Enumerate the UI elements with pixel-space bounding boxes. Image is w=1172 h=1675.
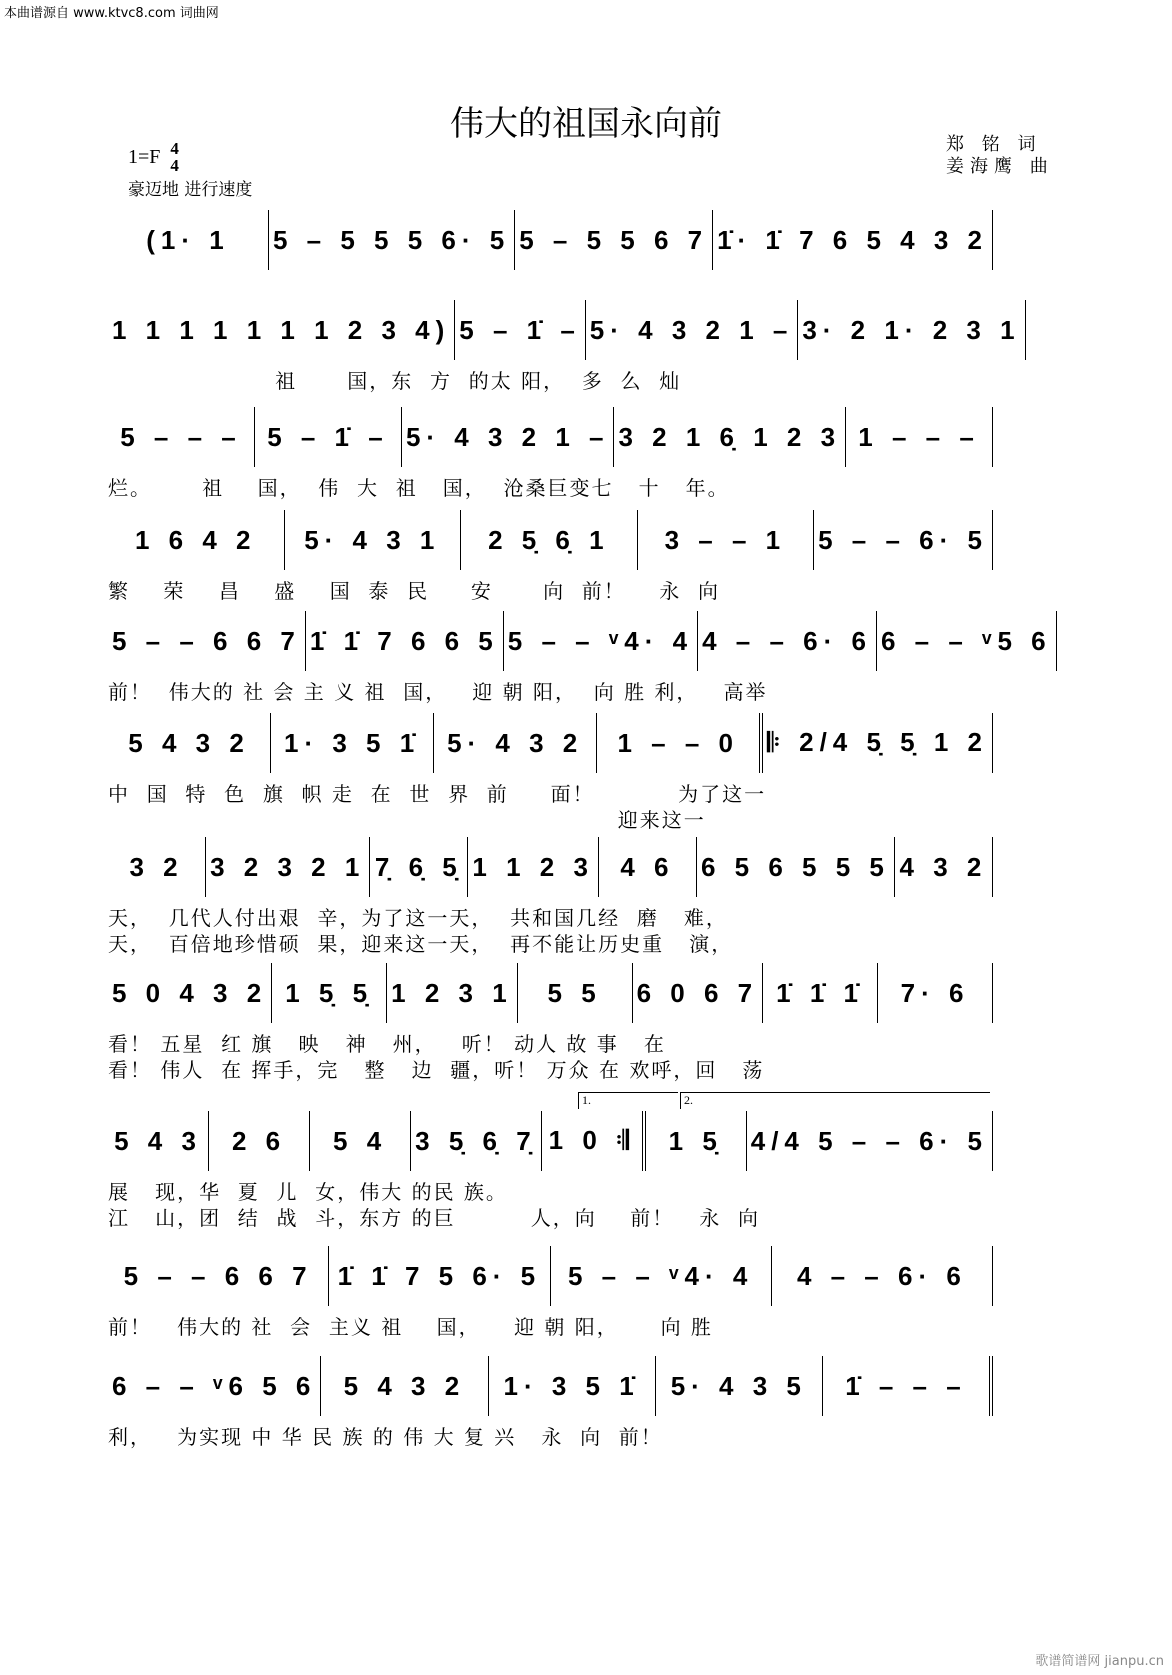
- measure: [489, 1356, 656, 1416]
- measure: [108, 713, 271, 773]
- measure: [656, 1356, 823, 1416]
- lyric-line: 天， 几代人付出艰 辛，为了这一天， 共和国几经 磨 难，: [108, 906, 728, 930]
- measure: [697, 837, 895, 897]
- system-11: [108, 1356, 993, 1450]
- measure-notes: 1̇ 1̇ 1̇: [776, 977, 864, 1008]
- measure-notes: 5 – – 6 6 7: [123, 1260, 313, 1291]
- time-sig-bottom: 4: [170, 156, 179, 175]
- lyric-line: 江 山，团 结 战 斗，东方 的巨 人，向 前！ 永 向: [108, 1206, 761, 1230]
- measure-notes: 6 0 6 7: [636, 977, 759, 1008]
- measure-notes: 4 – – 6· 6: [796, 1260, 967, 1291]
- key-signature: [128, 140, 179, 174]
- lyric-line: 前！ 伟大的 社 会 主 义 祖 国， 迎 朝 阳， 向 胜 利， 高举: [108, 680, 768, 704]
- measure: [597, 713, 763, 773]
- measure-notes: 5 – 1̇ –: [267, 421, 389, 452]
- key-label: 1=F: [128, 145, 161, 168]
- measure-notes: 2 5̣ 6̣ 1: [488, 524, 610, 555]
- staff: [108, 611, 1052, 671]
- measure-notes: 5 – – 6 6 7: [112, 625, 301, 656]
- measure: [285, 510, 462, 570]
- measure-notes: 1 0 𝄇: [548, 1125, 635, 1155]
- measure-notes: 3· 2 1· 2 3 1: [802, 314, 1021, 345]
- lyric-line: 看！ 伟人 在 挥手，完 整 边 疆，听！ 万众 在 欢呼，回 荡: [108, 1058, 765, 1082]
- measure-notes: 5· 4 3 2: [447, 727, 584, 758]
- measure: [614, 407, 846, 467]
- lyric-line: 前！ 伟大的 社 会 主义 祖 国， 迎 朝 阳， 向 胜: [108, 1315, 713, 1339]
- staff: [108, 713, 993, 773]
- measure: [272, 963, 387, 1023]
- measure: [108, 963, 272, 1023]
- measure: [321, 1356, 488, 1416]
- lyric-line: 繁 荣 昌 盛 国 泰 民 安 向 前！ 永 向: [108, 579, 720, 603]
- measure-notes: 4 6: [620, 851, 675, 882]
- measure-notes: 3 2 1 6̣ 1 2 3: [618, 421, 842, 452]
- measure-notes: 3 5̣ 6̣ 7̣: [415, 1125, 537, 1156]
- staff: [108, 210, 993, 270]
- measure: [542, 1111, 646, 1171]
- measure: [329, 1246, 550, 1306]
- measure-notes: 5 4 3 2: [128, 727, 250, 758]
- tempo-marking: 豪迈地 进行速度: [128, 180, 253, 200]
- measure: [108, 210, 269, 270]
- time-sig-top: 4: [170, 139, 179, 158]
- measure-notes: 1 – – 0: [617, 727, 739, 758]
- measure: [108, 1356, 321, 1416]
- measure-notes: 5 – 5 5 6 7: [519, 224, 709, 255]
- lyric-line: 利， 为实现 中 华 民 族 的 伟 大 复 兴 永 向 前！: [108, 1425, 663, 1449]
- measure-notes: 5 4 3 2: [343, 1370, 466, 1401]
- measure-notes: 4/4 5 – – 6· 5: [750, 1125, 988, 1156]
- measure-notes: 5 5: [547, 977, 602, 1008]
- lyric-line: 烂。 祖 国， 伟 大 祖 国， 沧桑巨变七 十 年。: [108, 476, 730, 500]
- measure: [518, 963, 633, 1023]
- measure-notes: 5 – 5 5 5 6· 5: [272, 224, 511, 255]
- measure-notes: 3 – – 1: [664, 524, 787, 555]
- measure: [515, 210, 713, 270]
- measure: [772, 1246, 993, 1306]
- measure: [108, 1111, 209, 1171]
- staff: [108, 300, 1021, 360]
- measure-notes: 1 2 3 1: [391, 977, 513, 1008]
- measure-notes: 1 1 2 3: [472, 851, 594, 882]
- measure: [814, 510, 993, 570]
- measure: [763, 963, 878, 1023]
- measure: [411, 1111, 542, 1171]
- measure: [798, 300, 1025, 360]
- measure: [269, 210, 515, 270]
- measure-notes: 1 – – –: [858, 421, 980, 452]
- source-note: 本曲谱源自 www.ktvc8.com 词曲网: [4, 6, 219, 21]
- measure-notes: 4 – – 6· 6: [702, 625, 872, 656]
- system-5: [108, 611, 1052, 705]
- measure: [387, 963, 518, 1023]
- measure: [108, 837, 206, 897]
- system-3: [108, 407, 993, 501]
- watermark: 歌谱简谱网 jianpu.cn: [1035, 1654, 1164, 1669]
- staff: [108, 510, 993, 570]
- measure: [878, 963, 993, 1023]
- lyric-line: 看！ 五星 红 旗 映 神 州， 听！ 动人 故 事 在: [108, 1032, 666, 1056]
- lyric-line: 天， 百倍地珍惜硕 果，迎来这一天， 再不能让历史重 演，: [108, 932, 734, 956]
- measure: [209, 1111, 310, 1171]
- measure-notes: 3 2: [129, 851, 184, 882]
- lyric-line: 中 国 特 色 旗 帜 走 在 世 界 前 面！ 为了这一: [108, 782, 767, 806]
- measure-notes: 6 – – ᵛ5 6: [880, 625, 1052, 656]
- volta-1: 1.: [578, 1092, 678, 1109]
- system-7: [108, 837, 993, 957]
- measure-notes: 1· 3 5 1̇: [503, 1370, 640, 1401]
- system-2: [108, 300, 1021, 394]
- measure-notes: 3 2 3 2 1: [210, 851, 366, 882]
- system-6: [108, 713, 993, 833]
- system-8: [108, 963, 993, 1083]
- lyric-line: 展 现，华 夏 儿 女，伟大 的民 族。: [108, 1180, 508, 1204]
- staff: [108, 407, 993, 467]
- measure-notes: 6 5 6 5 5 5: [701, 851, 890, 882]
- measure-notes: 1 5̣: [668, 1125, 723, 1156]
- measure-notes: 5· 4 3 1: [304, 524, 441, 555]
- measure-notes: 1̇ 1̇ 7 5 6· 5: [337, 1260, 542, 1291]
- measure-notes: 1̇ 1̇ 7 6 6 5: [309, 625, 499, 656]
- measure: [747, 1111, 993, 1171]
- measure: [370, 837, 468, 897]
- measure: [633, 963, 764, 1023]
- measure-notes: 1 6 4 2: [135, 524, 257, 555]
- time-signature: [170, 140, 179, 174]
- staff: [108, 1111, 993, 1171]
- volta-2: 2.: [680, 1092, 990, 1109]
- measure: [108, 300, 455, 360]
- measure: [698, 611, 877, 671]
- measure: [895, 837, 993, 897]
- measure-notes: 1· 3 5 1̇: [284, 727, 421, 758]
- measure: [599, 837, 697, 897]
- measure-notes: 5 – – 6· 5: [818, 524, 988, 555]
- staff: [108, 963, 993, 1023]
- system-9: [108, 1111, 993, 1231]
- measure-notes: 7̣ 6̣ 5̣: [374, 851, 463, 882]
- measure: [206, 837, 370, 897]
- measure-notes: 4 3 2: [899, 851, 988, 882]
- measure: [255, 407, 402, 467]
- song-title: 伟大的祖国永向前: [450, 104, 722, 144]
- measure: [434, 713, 597, 773]
- measure-notes: 5 0 4 3 2: [112, 977, 268, 1008]
- measure-notes: 2 6: [231, 1125, 287, 1156]
- measure-notes: 1̇· 1̇ 7 6 5 4 3 2: [717, 224, 988, 255]
- measure: [310, 1111, 411, 1171]
- measure-notes: 1̇ – – –: [845, 1370, 967, 1401]
- measure-notes: 5 4 3: [114, 1125, 202, 1156]
- measure: [646, 1111, 747, 1171]
- measure-notes: 1 1 1 1 1 1 1 2 3 4): [112, 314, 451, 345]
- measure: [461, 510, 638, 570]
- measure: [586, 300, 799, 360]
- measure-notes: 7· 6: [900, 977, 970, 1008]
- system-4: [108, 510, 993, 604]
- measure-notes: 6 – – ᵛ6 5 6: [112, 1370, 317, 1401]
- measure: [468, 837, 599, 897]
- measure: [846, 407, 993, 467]
- measure: [108, 407, 255, 467]
- measure: [108, 510, 285, 570]
- measure-notes: 5 – 1̇ –: [459, 314, 581, 345]
- measure-notes: 𝄆 2/4 5̣ 5̣ 1 2: [767, 727, 988, 757]
- measure-notes: 5 4: [333, 1125, 388, 1156]
- measure: [713, 210, 993, 270]
- composer-credit: 姜海鹰 曲: [946, 156, 1054, 177]
- measure-notes: 5· 4 3 5: [670, 1370, 807, 1401]
- measure-notes: 5 – – ᵛ4· 4: [507, 625, 694, 656]
- measure: [823, 1356, 993, 1416]
- staff: [108, 1356, 993, 1416]
- staff: [108, 837, 993, 897]
- system-1: [108, 210, 993, 270]
- lyricist-credit: 郑 铭 词: [946, 134, 1042, 155]
- measure: [306, 611, 504, 671]
- measure: [551, 1246, 772, 1306]
- staff: [108, 1246, 993, 1306]
- system-10: [108, 1246, 993, 1340]
- measure: [271, 713, 434, 773]
- measure-notes: 5 – – ᵛ4· 4: [567, 1260, 754, 1291]
- measure: [763, 713, 993, 773]
- measure: [877, 611, 1057, 671]
- measure-notes: 1 5̣ 5̣: [285, 977, 374, 1008]
- measure: [504, 611, 698, 671]
- measure: [108, 611, 306, 671]
- measure-notes: 5· 4 3 2 1 –: [589, 314, 794, 345]
- measure: [638, 510, 815, 570]
- measure-notes: 5 – – –: [120, 421, 242, 452]
- measure: [402, 407, 615, 467]
- measure: [455, 300, 586, 360]
- lyric-line: 迎来这一: [108, 808, 706, 832]
- measure: [108, 1246, 329, 1306]
- measure-notes: 5· 4 3 2 1 –: [405, 421, 610, 452]
- measure-notes: (1· 1: [146, 224, 230, 255]
- lyric-line: 祖 国，东 方 的太 阳， 多 么 灿: [108, 369, 682, 393]
